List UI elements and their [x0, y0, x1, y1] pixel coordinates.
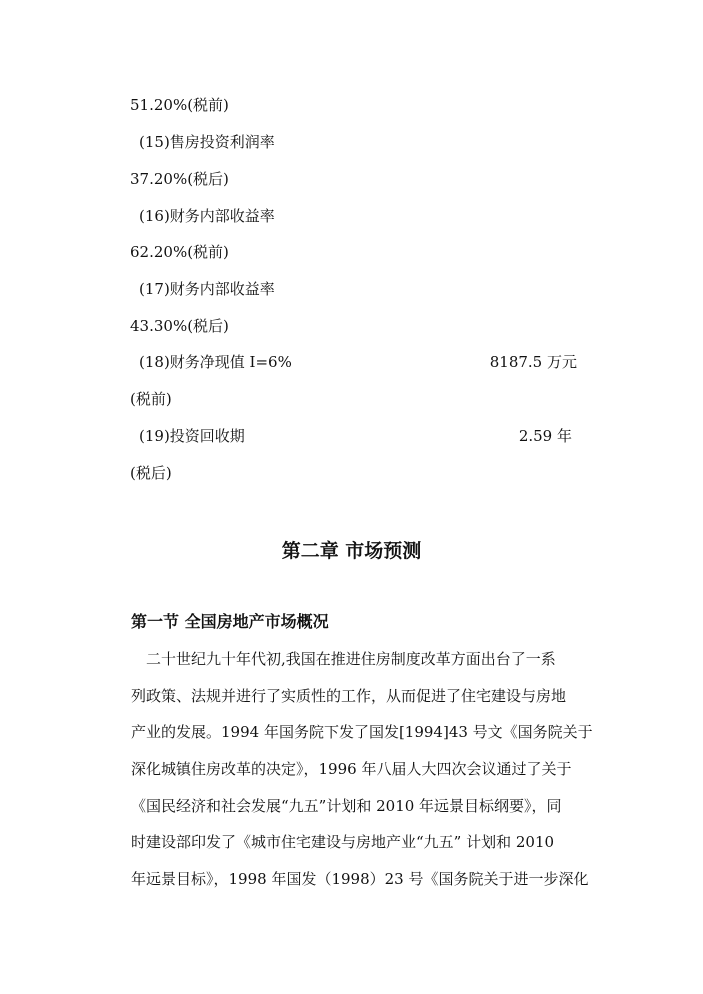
metric-amount-npv: 8187.5 万元: [489, 353, 577, 371]
metric-amount-payback: 2.59 年: [518, 427, 572, 445]
section-title: 第一节 全国房地产市场概况: [131, 612, 329, 631]
chapter-title: 第二章 市场预测: [281, 540, 422, 562]
paragraph-line: 二十世纪九十年代初,我国在推进住房制度改革方面出台了一系: [146, 650, 556, 668]
metric-label-15: (15)售房投资利润率: [139, 133, 275, 151]
metric-label-18: (18)财务净现值 I=6%: [139, 353, 292, 371]
metric-label-17: (17)财务内部收益率: [139, 280, 275, 298]
metric-value-aftertax-profit: 37.20%(税后): [130, 170, 229, 188]
paragraph-line: 《国民经济和社会发展“九五”计划和 2010 年远景目标纲要》，同: [131, 797, 562, 815]
paragraph-line: 年远景目标》，1998 年国发（1998）23 号《国务院关于进一步深化: [131, 870, 589, 888]
metric-value-pretax-profit: 51.20%(税前): [130, 96, 229, 114]
paragraph-line: 列政策、法规并进行了实质性的工作，从而促进了住宅建设与房地: [131, 687, 567, 705]
metric-label-16: (16)财务内部收益率: [139, 207, 275, 225]
metric-value-aftertax-note: (税后): [130, 464, 172, 482]
paragraph-line: 深化城镇住房改革的决定》，1996 年八届人大四次会议通过了关于: [131, 760, 572, 778]
metric-label-19: (19)投资回收期: [139, 427, 245, 445]
metric-value-aftertax-irr: 43.30%(税后): [130, 317, 229, 335]
metric-value-pretax-irr: 62.20%(税前): [130, 243, 229, 261]
paragraph-line: 产业的发展。1994 年国务院下发了国发[1994]43 号文《国务院关于: [131, 723, 593, 741]
metric-value-pretax-note: (税前): [130, 390, 172, 408]
paragraph-line: 时建设部印发了《城市住宅建设与房地产业“九五” 计划和 2010: [131, 833, 555, 851]
